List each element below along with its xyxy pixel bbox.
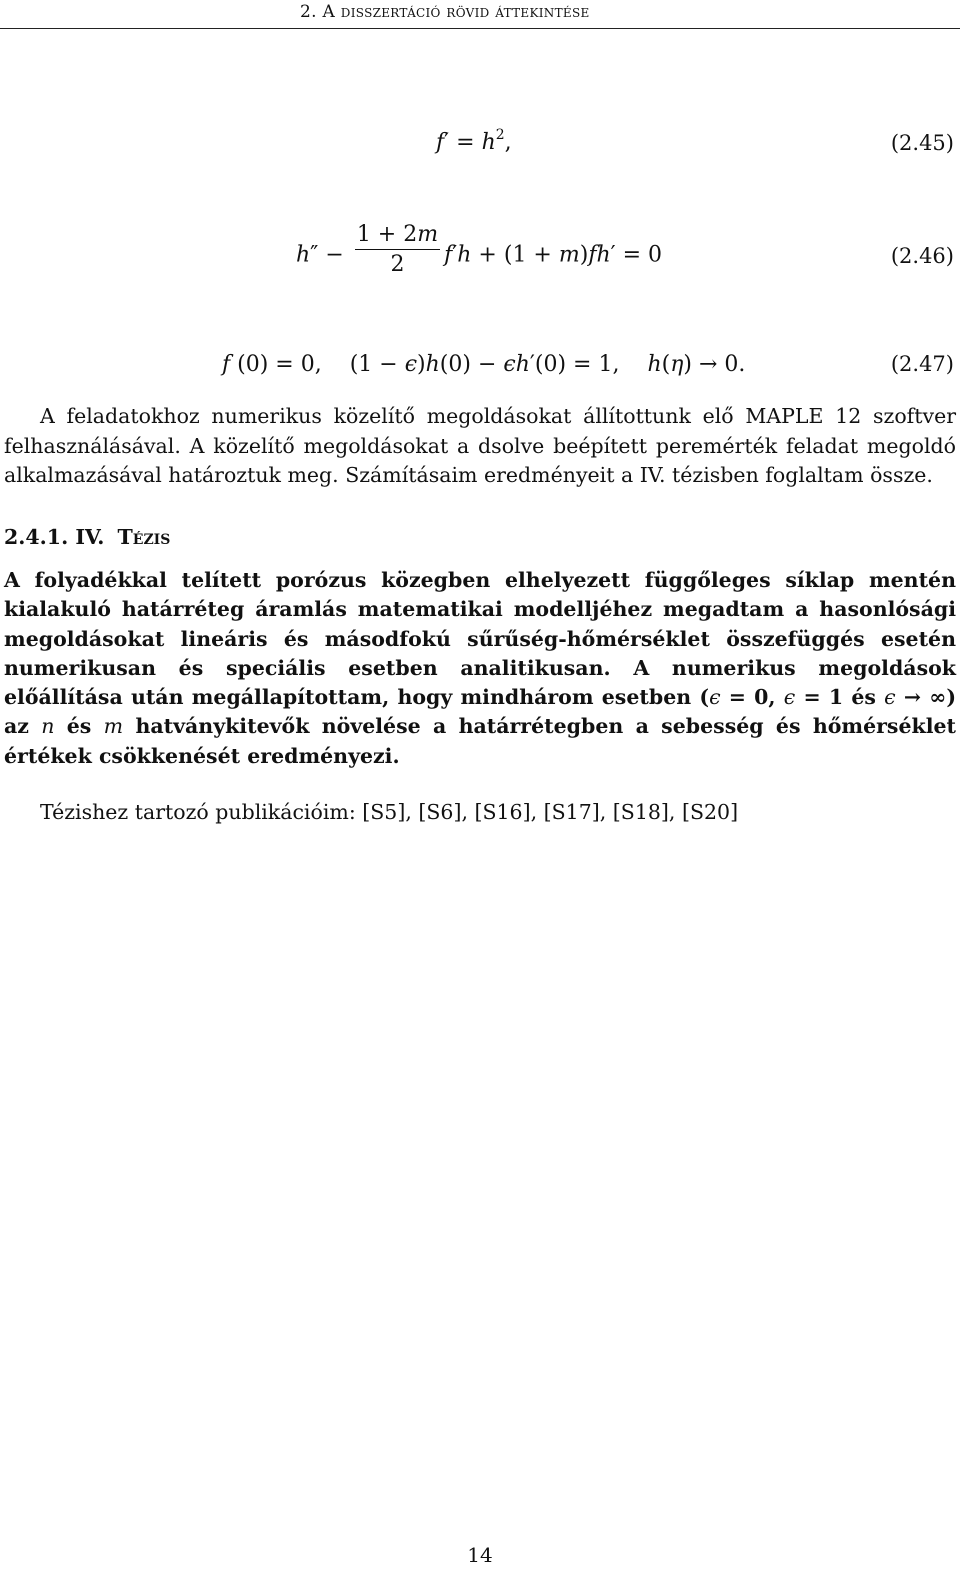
publications-line: Tézishez tartozó publikációim: [S5], [S6], [S16], [S17], [S18], [S20] [40,800,739,824]
section-number: 2.4.1. IV. [4,525,105,549]
equation-2-46: h″ − $\frac{1 + 2m}{2}$ f′h + (1 + m)fh′ = 0 [296,222,663,277]
section-title: Tézis [117,525,171,549]
thesis-text: A folyadékkal telített porózus közegben elhelyezett függőleges síklap mentén kialakuló határréteg áramlás matematikai modelljéhez megadtam a hasonlósági megoldásokat lineáris és másodfokú sűrűség-hőmérséklet összefüggés esetén numerikusan és speciális esetben analitikusan. A numerikus megoldások előállítása után megállapítottam, hogy mindhárom esetben ( [4,568,956,710]
thesis-text: hatványkitevők növelése a határrétegben a sebesség és hőmérséklet értékek csökkenését eredményezi. [4,714,957,768]
equation-number: (2.45) [890,131,954,155]
equation-2-45: $f' = h^2$, [436,127,512,155]
body-paragraph: A feladatokhoz numerikus közelítő megoldásokat állítottunk elő MAPLE 12 szoftver felhasználásával. A közelítő megoldásokat a dsolve beépített peremérték feladat megoldó alkalmazásával határoztuk meg. Számításaim eredményeit a IV. tézisben foglaltam össze. [4,404,956,487]
running-title: 2. A disszertáció rövid áttekintése [300,2,590,22]
running-header [0,0,960,29]
thesis-text: ) az [4,685,957,739]
equation-number: (2.47) [890,352,954,376]
section-heading [4,525,170,549]
thesis-statement: A folyadékkal telített porózus közegben elhelyezett függőleges síklap mentén kialakuló határréteg áramlás matematikai modelljéhez megadtam a hasonlósági megoldásokat lineáris és másodfokú sűrűség-hőmérséklet összefüggés esetén numerikusan és speciális esetben analitikusan. A numerikus megoldások előállítása után megállapítottam, hogy mindhárom esetben (ϵ = 0, ϵ = 1 és ϵ → ∞) az n és m hatványkitevők növelése a határrétegben a sebesség és hőmérséklet értékek csökkenését eredményezi. [4,568,957,768]
thesis-text: és [54,714,104,739]
equation-2-47: f (0) = 0, (1 − ϵ)h(0) − ϵh′(0) = 1, h(η) → 0. [222,352,746,377]
page-number: 14 [467,1543,493,1567]
equation-number: (2.46) [890,244,954,268]
thesis-text: és [843,685,885,710]
